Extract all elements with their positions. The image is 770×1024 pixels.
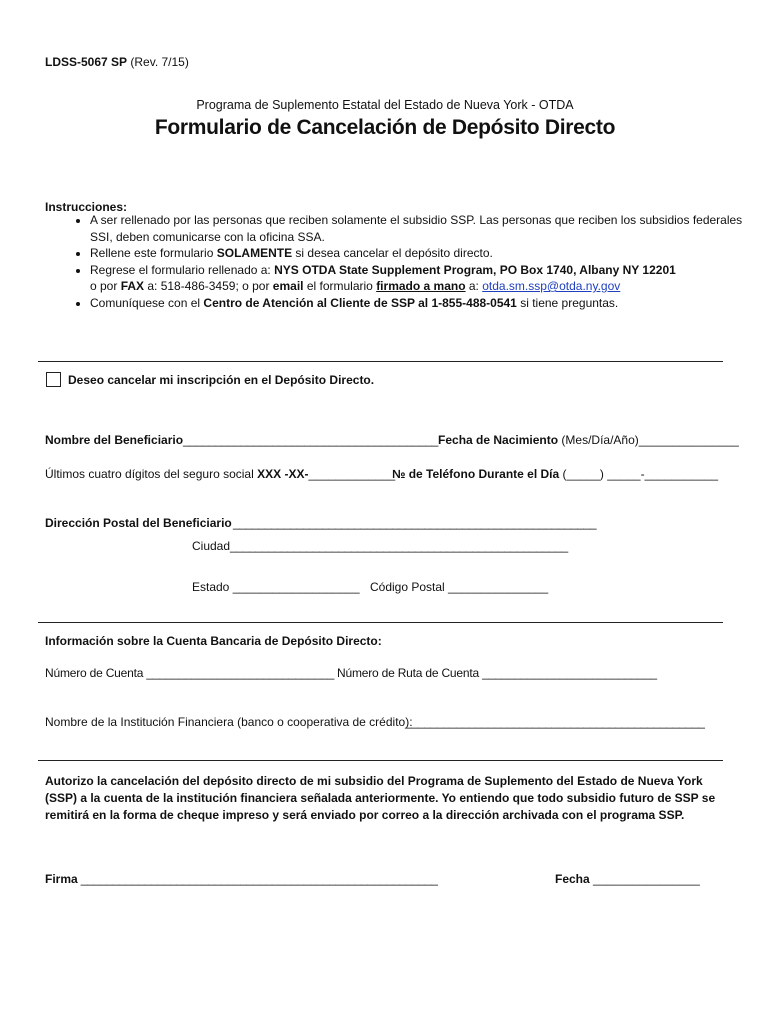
date-label: Fecha	[555, 872, 590, 886]
routing-row	[337, 666, 657, 680]
state-label: Estado	[192, 580, 233, 594]
state-field[interactable]: ___________________	[232, 580, 360, 594]
instructions-list	[45, 212, 770, 311]
zip-row	[370, 580, 548, 594]
zip-label: Código Postal	[370, 580, 449, 594]
ssn-row	[45, 467, 395, 481]
cancel-checkbox-label: Deseo cancelar mi inscripción en el Depósito Directo.	[68, 373, 375, 387]
instruction-item	[90, 262, 770, 295]
account-label: Número de Cuenta	[45, 666, 147, 680]
form-code: LDSS-5067 SP	[45, 55, 128, 69]
account-field[interactable]: _____________________________	[146, 666, 335, 680]
beneficiary-name-field[interactable]: ________________________________________	[183, 433, 439, 447]
program-name: Programa de Suplemento Estatal del Estado de Nueva York - OTDA	[196, 98, 574, 112]
instruction-text: A ser rellenado por las personas que reciben solamente el subsidio SSP. Las personas que reciben los subsidios federales	[90, 213, 743, 227]
authorization-statement: Autorizo la cancelación del depósito directo de mi subsidio del Programa de Suplemento del Estado de Nueva York (SSP) a la cuenta de la institución financiera señalada anteriormente. Yo entiendo que todo subsidio futuro de SSP se remitirá en la forma de cheque impreso y será enviado por correo a la dirección archivada con el programa SSP.	[45, 774, 716, 822]
beneficiary-name-row	[45, 433, 739, 447]
date-field[interactable]: ________________	[589, 872, 700, 886]
dob-field[interactable]: (Mes/Día/Año)_______________	[558, 433, 739, 447]
instruction-text: el formulario	[303, 279, 377, 293]
mailing-address: NYS OTDA State Supplement Program, PO Box 1740, Albany NY 12201	[274, 262, 676, 277]
signature-row	[45, 872, 438, 886]
email-link[interactable]: otda.sm.ssp@otda.ny.gov	[482, 279, 621, 293]
institution-field[interactable]: _______________________________________________	[405, 715, 705, 729]
instruction-emphasis: email	[272, 279, 304, 293]
routing-field[interactable]: ___________________________	[482, 666, 657, 680]
bank-heading: Información sobre la Cuenta Bancaria de Depósito Directo:	[45, 634, 382, 648]
city-field[interactable]: _____________________________________________________	[230, 539, 568, 553]
instruction-item	[90, 295, 770, 312]
instruction-emphasis: FAX	[120, 279, 145, 293]
instructions-heading: Instrucciones:	[45, 200, 128, 214]
section-divider	[38, 760, 723, 761]
ssn-field[interactable]: _____________	[308, 467, 396, 481]
address-field[interactable]: _________________________________________________________	[233, 516, 597, 530]
date-row	[555, 872, 700, 886]
page-title: Formulario de Cancelación de Depósito Directo	[154, 116, 616, 139]
instruction-text: si tiene preguntas.	[516, 295, 619, 310]
phone-label: № de Teléfono Durante el Día	[392, 467, 560, 481]
instruction-text: SSI, deben comunicarse con la oficina SSA.	[90, 229, 325, 244]
signature-label: Firma	[45, 872, 78, 886]
phone-row	[392, 467, 718, 481]
form-id	[45, 55, 189, 69]
city-label: Ciudad	[192, 539, 231, 553]
ssn-prefix: XXX -XX-	[257, 467, 309, 481]
instruction-text: Rellene este formulario	[90, 246, 217, 260]
section-divider	[38, 361, 723, 362]
zip-field[interactable]: _______________	[448, 580, 549, 594]
institution-label: Nombre de la Institución Financiera (banco o cooperativa de crédito):	[45, 715, 413, 729]
instruction-item	[90, 245, 770, 262]
phone-field[interactable]: (_____) _____-___________	[559, 467, 718, 481]
routing-label: Número de Ruta de Cuenta	[337, 666, 483, 680]
instruction-text: a: 518-486-3459; o por	[144, 279, 273, 293]
instruction-emphasis: SOLAMENTE	[216, 246, 293, 260]
instruction-text: a:	[465, 279, 483, 293]
address-label: Dirección Postal del Beneficiario	[45, 516, 232, 530]
city-row	[192, 539, 568, 553]
instruction-emphasis: firmado a mano	[376, 279, 466, 293]
signature-field[interactable]: ________________________________________________________	[77, 872, 438, 886]
cancel-checkbox[interactable]	[46, 372, 61, 387]
instruction-item	[90, 212, 770, 245]
ssn-label: Últimos cuatro dígitos del seguro social	[45, 467, 258, 481]
contact-center: Centro de Atención al Cliente de SSP al 1-855-488-0541	[203, 295, 517, 310]
section-divider	[38, 622, 723, 623]
beneficiary-name-label: Nombre del Beneficiario	[45, 433, 184, 447]
instruction-text: o por	[90, 279, 121, 293]
instruction-text: Comuníquese con el	[90, 295, 204, 310]
state-row	[192, 580, 360, 594]
instruction-text: si desea cancelar el depósito directo.	[292, 246, 493, 260]
form-revision: (Rev. 7/15)	[130, 55, 189, 69]
instruction-text: Regrese el formulario rellenado a:	[90, 262, 275, 277]
account-row	[45, 666, 334, 680]
dob-label: Fecha de Nacimiento	[438, 433, 559, 447]
